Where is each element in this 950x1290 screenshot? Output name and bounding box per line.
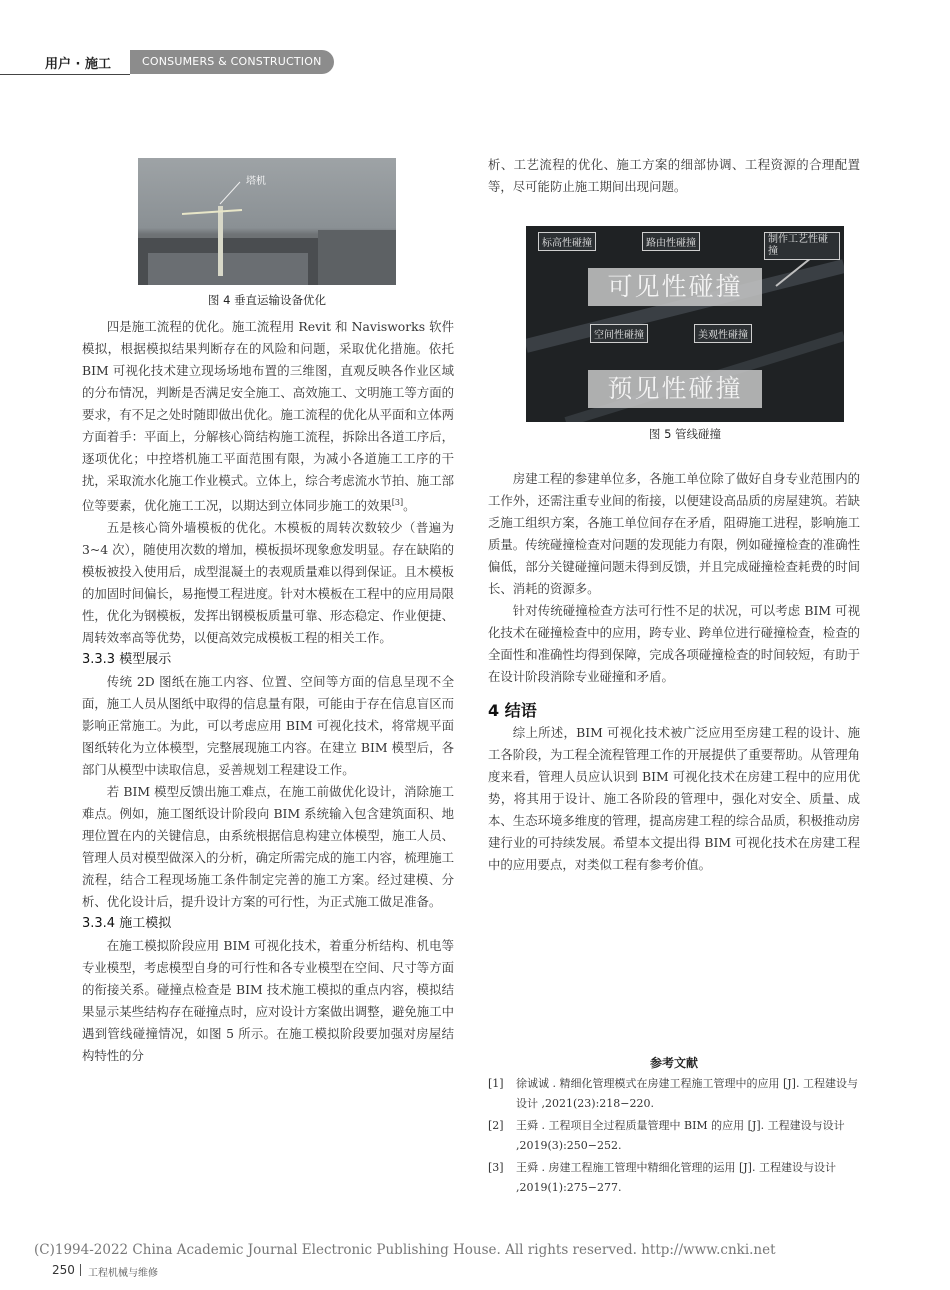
paragraph: 析、工艺流程的优化、施工方案的细部协调、工程资源的合理配置等，尽可能防止施工期间出现问题。 [488,157,860,194]
paragraph [82,316,454,517]
section-heading-3-3-3: 3.3.3 模型展示 [82,652,172,668]
reference-text: 王舜 . 工程项目全过程质量管理中 BIM 的应用 [J]. 工程建设与设计 ,2019(3):250−252. [516,1119,845,1152]
tag-space-collision: 空间性碰撞 [590,324,648,343]
paragraph: 房建工程的参建单位多，各施工单位除了做好自身专业范围内的工作外，还需注重专业间的衔接，以便建设高品质的房屋建筑。若缺乏施工组织方案，各施工单位间存在矛盾，阻碍施工进程，影响施工质量。传统碰撞检查对问题的发现能力有限，例如碰撞检查的准确性偏低，部分关键碰撞问题未得到反馈，并且完成碰撞检查耗费的时间长、消耗的资源多。 [488,471,860,596]
paragraph: 传统 2D 图纸在施工内容、位置、空间等方面的信息呈现不全面，施工人员从图纸中取得的信息量有限，可能由于存在信息盲区而影响正常施工。为此，可以考虑应用 BIM 可视化技术，将常规平面图纸转化为立体模型，完整展现施工内容。在建立 BIM 模型后，各部门从模型中读取信息，妥善规划工程建设工作。 [82,674,454,778]
paragraph: 综上所述，BIM 可视化技术被广泛应用至房建工程的设计、施工各阶段，为工程全流程管理工作的开展提供了重要帮助。从管理角度来看，管理人员应认识到 BIM 可视化技术在房建工程中的应用优势，将其用于设计、施工各阶段的管理中，强化对安全、质量、成本、生态环境多维度的管理，提高房建工程的综合品质，积极推动房建行业的可持续发展。希望本文提出得 BIM 可视化技术在房建工程中的应用要点，对类似工程有参考价值。 [488,725,860,872]
reference-item [488,1074,860,1114]
paragraph-end: 。 [403,498,416,514]
reference-number: [2] [488,1119,504,1132]
figure-4-image [138,158,396,285]
right-column-body [488,468,860,876]
right-column-top [488,154,860,198]
header-rule [0,74,130,75]
header-section-en: CONSUMERS & CONSTRUCTION [142,55,322,68]
predictive-collision-label: 预见性碰撞 [588,370,762,408]
paragraph-text: 四是施工流程的优化。施工流程用 Revit 和 Navisworks 软件模拟，根据模拟结果判断存在的风险和问题，采取优化措施。依托 BIM 可视化技术建立现场场地布置的三维图，直观反映各作业区域的分布情况，判断是否满足安全施工、高效施工、文明施工等方面的要求，有不足之处时随即做出优化。施工流程的优化从平面和立体两方面着手：平面上，分解核心筒结构施工流程，拆除出各道工序后，逐项优化；中控塔机施工平面范围有限，为减小各道施工工序的干扰，采取流水化施工作业模式。立体上，综合考虑流水节拍、施工部位等要素，优化施工工况，以期达到立体同步施工的效果 [82,319,454,514]
tag-process-collision: 制作工艺性碰撞 [764,232,840,260]
section-heading-3-3-4: 3.3.4 施工模拟 [82,916,172,932]
paragraph: 若 BIM 模型反馈出施工难点，在施工前做优化设计，消除施工难点。例如，施工图纸设计阶段向 BIM 系统输入包含建筑面积、地理位置在内的关键信息，由系统根据信息构建立体模型，施工人员、管理人员对模型做深入的分析，确定所需完成的施工内容，梳理施工流程，结合工程现场施工条件制定完善的施工方案。经过建模、分析、优化设计后，提升设计方案的可行性，为正式施工做足准备。 [82,784,454,910]
citation-ref: [3] [391,498,404,507]
section-heading-4: 4 结语 [488,701,537,720]
figure-5-image [526,226,844,422]
header-section-en-box [130,50,334,74]
reference-number: [3] [488,1161,504,1174]
reference-item [488,1116,860,1156]
visible-collision-label: 可见性碰撞 [588,268,762,306]
left-column [82,316,454,1067]
figure-4-caption: 图 4 垂直运输设备优化 [207,293,327,307]
footer-divider [80,1264,81,1276]
references-title: 参考文献 [649,1056,698,1070]
reference-text: 徐诚诚 . 精细化管理模式在房建工程施工管理中的应用 [J]. 工程建设与设计 ,2021(23):218−220. [516,1077,858,1110]
paragraph: 针对传统碰撞检查方法可行性不足的状况，可以考虑 BIM 可视化技术在碰撞检查中的应用，跨专业、跨单位进行碰撞检查，检查的全面性和准确性均得到保障，完成各项碰撞检查的时间较短，有助于在设计阶段消除专业碰撞和矛盾。 [488,603,860,684]
figure-5-caption: 图 5 管线碰撞 [648,427,722,441]
journal-name: 工程机械与维修 [88,1268,158,1279]
tag-aesthetic-collision: 美观性碰撞 [694,324,752,343]
header-section-cn-box [0,50,128,74]
paragraph: 在施工模拟阶段应用 BIM 可视化技术，着重分析结构、机电等专业模型，考虑模型自身的可行性和各专业模型在空间、尺寸等方面的衔接关系。碰撞点检查是 BIM 技术施工模拟的重点内容，模拟结果显示某些结构存在碰撞点时，应对设计方案做出调整，避免施工中遇到管线碰撞情况，如图 5 所示。在施工模拟阶段要加强对房屋结构特性的分 [82,938,454,1064]
paragraph: 五是核心筒外墙模板的优化。木模板的周转次数较少（普遍为 3~4 次），随使用次数的增加，模板损坏现象愈发明显。存在缺陷的模板被投入使用后，成型混凝土的表观质量难以得到保证。且木模板的加固时间偏长，易拖慢工程进度。针对木模板在工程中的应用局限性，优化为钢模板，发挥出钢模板质量可靠、形态稳定、作业便捷、周转效率高等优势，以便高效完成模板工程的相关工作。 [82,520,454,646]
header-section-cn: 用户 · 施工 [45,57,111,72]
reference-text: 王舜 . 房建工程施工管理中精细化管理的运用 [J]. 工程建设与设计 ,2019(1):275−277. [516,1161,836,1194]
figure-4-label: 塔机 [246,176,266,187]
copyright-watermark: (C)1994-2022 China Academic Journal Electronic Publishing House. All rights reserved. http://www.cnki.net [34,1242,776,1258]
reference-item [488,1158,860,1198]
tag-elevation-collision: 标高性碰撞 [538,232,596,251]
figure-4-graphic [138,158,396,285]
tag-routing-collision: 路由性碰撞 [642,232,700,251]
page-number: 250 [52,1263,75,1277]
reference-number: [1] [488,1077,504,1090]
